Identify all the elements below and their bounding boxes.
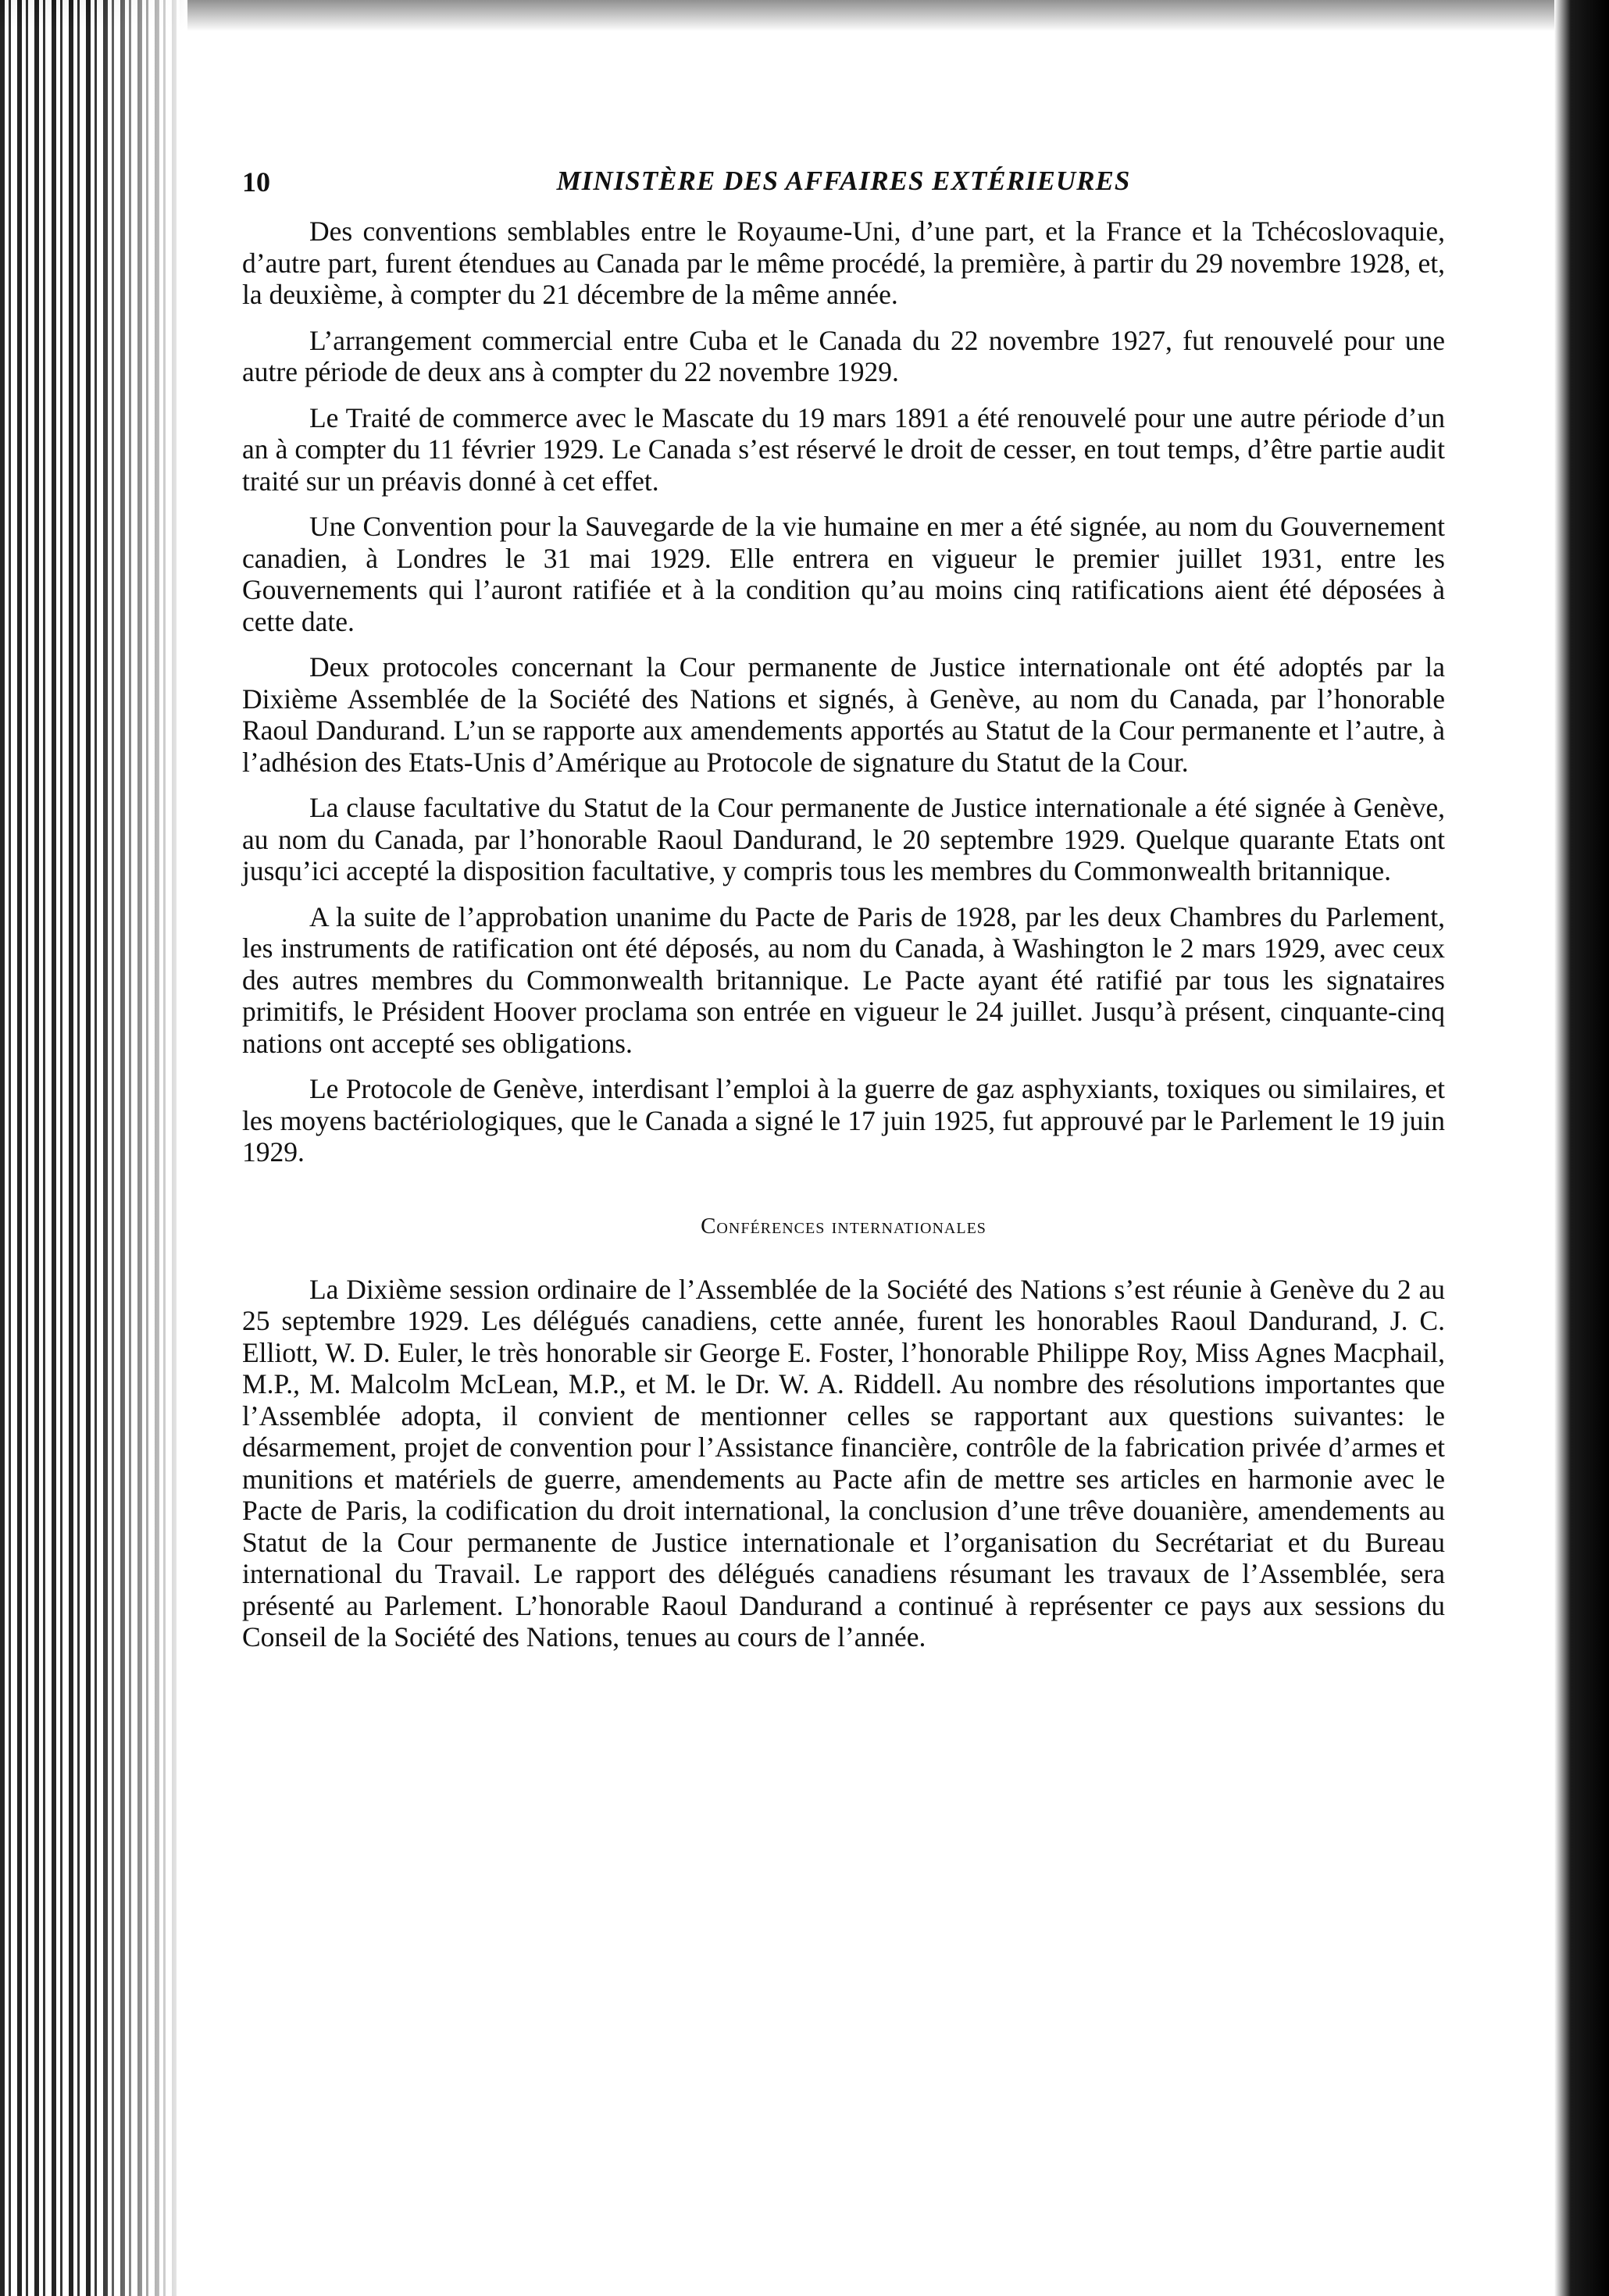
paragraph-convention-vie-humaine: Une Convention pour la Sauvegarde de la vie humaine en mer a été signée, au nom du Gouvernement canadien, à Londres le 31 mai 1929. Elle entrera en vigueur le premier juillet 1931, entre les Gouvernements qui l’auront ratifiée et à la condition qu’au moins cinq ratifications aient été déposées à cette date. (242, 511, 1445, 637)
paragraph-clause-facultative: La clause facultative du Statut de la Cour permanente de Justice internationale a été signée à Genève, au nom du Canada, par l’honorable Raoul Dandurand, le 20 septembre 1929. Quelque quarante Etats ont jusqu’ici accepté la disposition facultative, y compris tous les membres du Commonwealth britannique. (242, 792, 1445, 886)
header-title: MINISTÈRE DES AFFAIRES EXTÉRIEURES (556, 166, 1131, 196)
paragraph-traite-mascate: Le Traité de commerce avec le Mascate du 19 mars 1891 a été renouvelé pour une autre période d’un an à compter du 11 février 1929. Le Canada s’est réservé le droit de cesser, en tout temps, d’être partie audit traité sur un préavis donné à cet effet. (242, 401, 1445, 497)
paragraph-pacte-paris: A la suite de l’approbation unanime du Pacte de Paris de 1928, par les deux Chambres du Parlement, les instruments de ratification ont été déposés, au nom du Canada, à Washington le 2 mars 1929, avec ceux des autres membres du Commonwealth britannique. Le Pacte ayant été ratifié par tous les signataires primitifs, le Président Hoover proclama son entrée en vigueur le 24 juillet. Jusqu’à présent, cinquante-cinq nations ont accepté ses obligations. (242, 900, 1445, 1059)
scan-edge-left-fade (94, 0, 187, 2296)
running-header (242, 161, 1445, 205)
page-content (242, 161, 1445, 1667)
paragraph-arrangement-cuba: L’arrangement commercial entre Cuba et le Canada du 22 novembre 1927, fut renouvelé pour une autre période de deux ans à compter du 22 novembre 1929. (242, 324, 1445, 387)
paragraph-protocoles-cour: Deux protocoles concernant la Cour permanente de Justice internationale ont été adoptés par la Dixième Assemblée de la Société des Nations et signés, à Genève, au nom du Canada, par l’honorable Raoul Dandurand. L’un se rapporte aux amendements apportés au Statut de la Cour permanente et l’autre, à l’adhésion des Etats-Unis d’Amérique au Protocole de signature du Statut de la Cour. (242, 651, 1445, 778)
scan-edge-top (0, 0, 1609, 31)
paragraph-protocole-geneve: Le Protocole de Genève, interdisant l’emploi à la guerre de gaz asphyxiants, toxiques ou similaires, et les moyens bactériologiques, que le Canada a signé le 17 juin 1925, fut approuvé par le Parlement le 19 juin 1929. (242, 1073, 1445, 1168)
paragraph-conventions-royaume-uni: Des conventions semblables entre le Royaume-Uni, d’une part, et la France et la Tchécoslovaquie, d’autre part, furent étendues au Canada par le même procédé, la première, à partir du 29 novembre 1928, et, la deuxième, à compter du 21 décembre de la même année. (242, 216, 1445, 310)
page-number: 10 (242, 166, 270, 198)
paragraph-dixieme-session: La Dixième session ordinaire de l’Assemblée de la Société des Nations s’est réunie à Genève du 2 au 25 septembre 1929. Les délégués canadiens, cette année, furent les honorables Raoul Dandurand, J. C. Elliott, W. D. Euler, le très honorable sir George E. Foster, l’honorable Philippe Roy, Miss Agnes Macphail, M.P., M. Malcolm McLean, M.P., et M. le Dr. W. A. Riddell. Au nombre des résolutions importantes que l’Assemblée adopta, il convient de mentionner celles se rapportant aux questions suivantes: le désarmement, projet de convention pour l’Assistance financière, contrôle de la fabrication privée d’armes et munitions et matériels de guerre, amendements au Pacte afin de mettre ses articles en harmonie avec le Pacte de Paris, la codification du droit international, la conclusion d’une trêve douanière, amendements au Statut de la Cour permanente de Justice internationale et l’organisation du Secrétariat et du Bureau international du Travail. Le rapport des délégués canadiens résumant les travaux de l’Assemblée, sera présenté au Parlement. L’honorable Raoul Dandurand a continué à représenter ce pays aux sessions du Conseil de la Société des Nations, tenues au cours de l’année. (242, 1273, 1445, 1652)
scan-edge-right (1554, 0, 1609, 2296)
section-heading: Conférences internationales (701, 1213, 986, 1239)
